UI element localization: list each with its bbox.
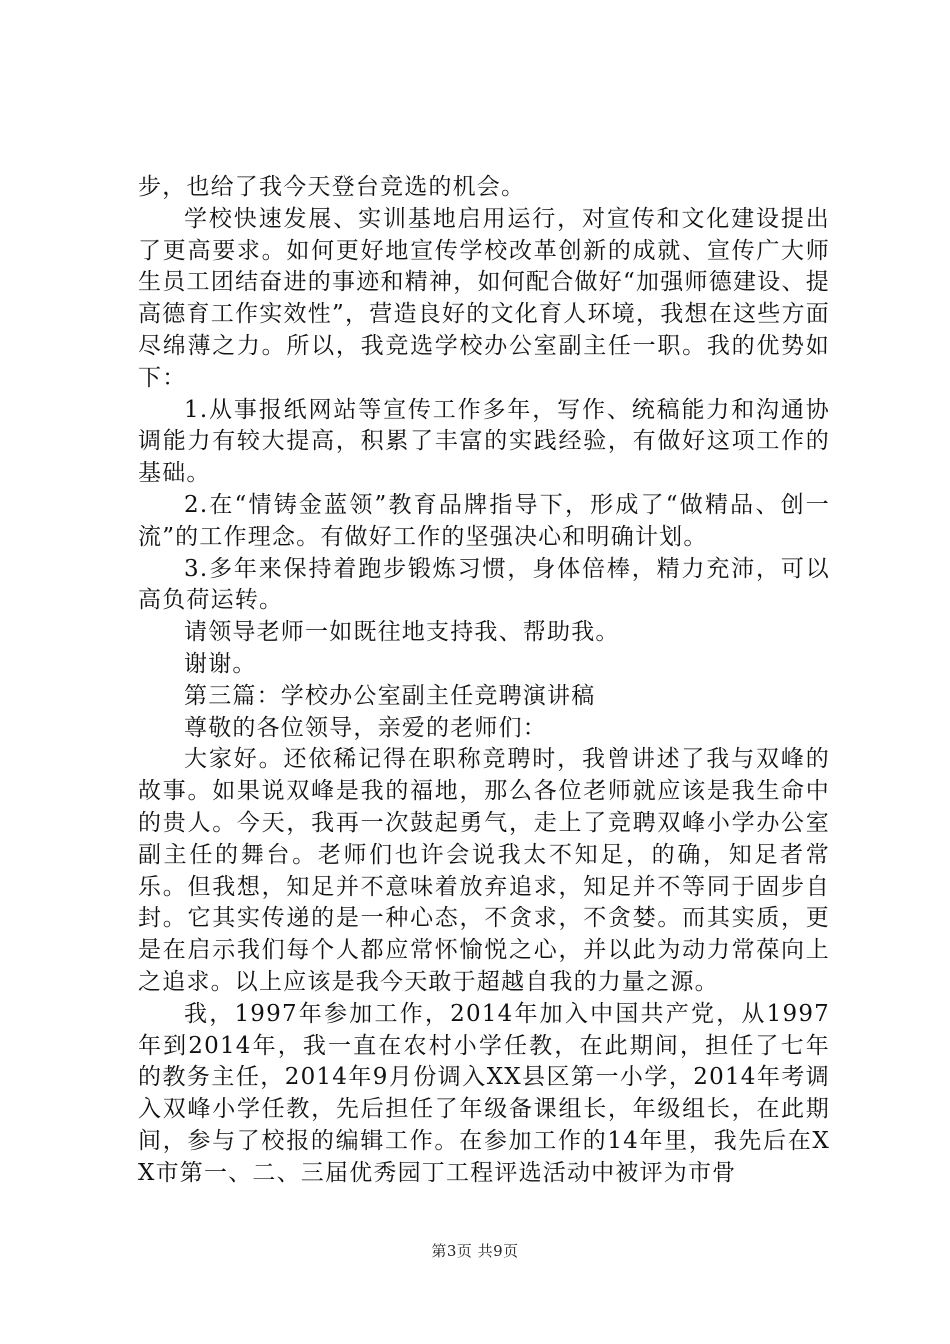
paragraph: 步，也给了我今天登台竞选的机会。	[138, 174, 526, 200]
paragraph: 大家好。还依稀记得在职称竞聘时，我曾讲述了我与双峰的故事。如果说双峰是我的福地，那么各位老师就应该是我生命中的贵人。今天，我再一次鼓起勇气，走上了竞聘双峰小学办公室副主任的舞台。老师们也许会说我太不知足，的确，知足者常乐。但我想，知足并不意味着放弃追求，知足并不等同于固步自封。它其实传递的是一种心态，不贪求，不贪婪。而其实质，更是在启示我们每个人都应常怀愉悦之心，并以此为动力常葆向上之追求。以上应该是我今天敢于超越自我的力量之源。	[138, 746, 830, 995]
paragraph: 学校快速发展、实训基地启用运行，对宣传和文化建设提出了更高要求。如何更好地宣传学校改革创新的成就、宣传广大师生员工团结奋进的事迹和精神，如何配合做好“加强师德建设、提高德育工作实效性”，营造良好的文化育人环境，我想在这些方面尽绵薄之力。所以，我竞选学校办公室副主任一职。我的优势如下：	[138, 205, 830, 391]
paragraph: 谢谢。	[184, 650, 257, 677]
salutation: 尊敬的各位领导，亲爱的老师们：	[184, 714, 547, 741]
section-heading: 第三篇：学校办公室副主任竞聘演讲稿	[184, 682, 596, 709]
page-number: 第3页 共9页	[431, 1242, 519, 1260]
page-footer	[0, 1240, 950, 1261]
document-body	[138, 172, 830, 1190]
list-item: 2.在“情铸金蓝领”教育品牌指导下，形成了“做精品、创一流”的工作理念。有做好工作的坚强决心和明确计划。	[138, 491, 830, 550]
paragraph: 请领导老师一如既往地支持我、帮助我。	[184, 619, 620, 646]
list-item: 3.多年来保持着跑步锻炼习惯，身体倍棒，精力充沛，可以高负荷运转。	[138, 555, 830, 614]
list-item: 1.从事报纸网站等宣传工作多年，写作、统稿能力和沟通协调能力有较大提高，积累了丰富的实践经验，有做好这项工作的基础。	[138, 396, 830, 487]
paragraph: 我，1997年参加工作，2014年加入中国共产党，从1997年到2014年，我一直在农村小学任教，在此期间，担任了七年的教务主任，2014年9月份调入XX县区第一小学，2014年考调入双峰小学任教，先后担任了年级备课组长，年级组长，在此期间，参与了校报的编辑工作。在参加工作的14年里，我先后在XX市第一、二、三届优秀园丁工程评选活动中被评为市骨	[138, 1000, 830, 1186]
